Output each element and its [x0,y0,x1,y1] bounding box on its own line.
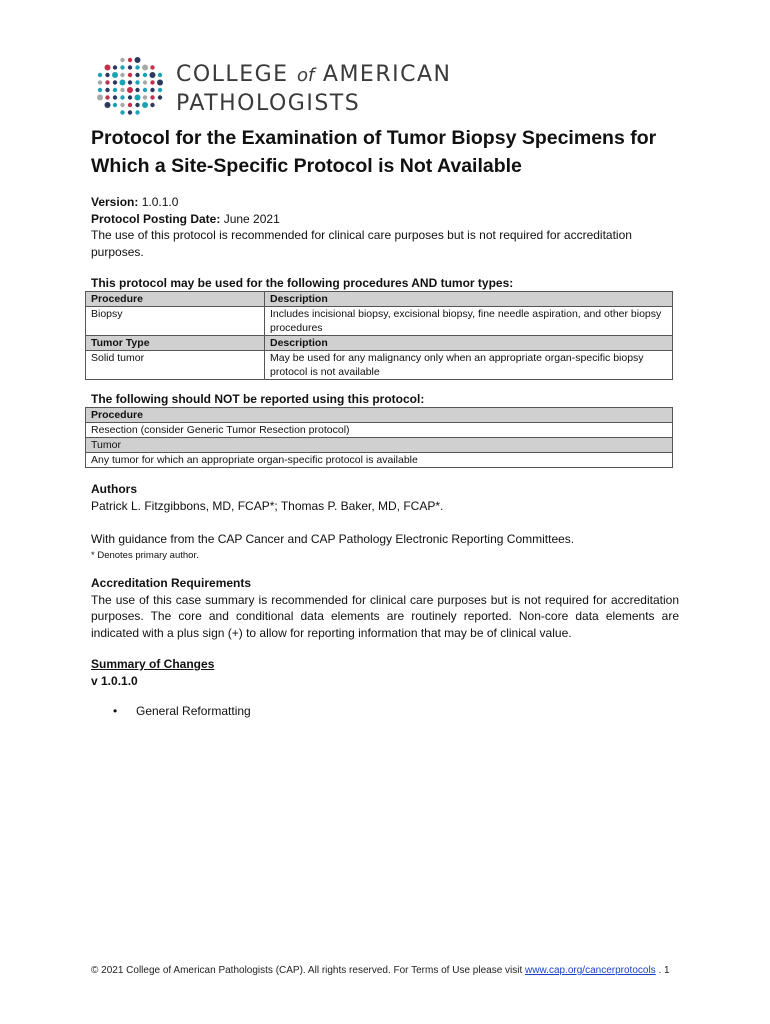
authors-section [91,481,679,564]
use-table: Procedure Description Biopsy Includes incisional biopsy, excisional biopsy, fine needle aspiration, and other biopsy procedures Tumor Type Description Solid tumor May be used for any malignancy only when an appropriate organ-specific biopsy protocol is not available [85,291,673,380]
intro-text: The use of this protocol is recommended for clinical care purposes but is not required for accreditation purposes. [91,228,632,259]
authors-note: * Denotes primary author. [91,549,199,561]
summary-heading: Summary of Changes [91,657,215,671]
cap-logo [94,55,474,119]
footer-link[interactable]: www.cap.org/cancerprotocols [525,965,656,976]
accreditation-text: The use of this case summary is recommended for clinical care purposes but is not required for accreditation purposes. The core and conditional data elements are routinely reported. Non-core data elements are indicated with a plus sign (+) to allow for reporting information that may be of clinical value. [91,592,679,640]
not-heading: The following should NOT be reported using this protocol: [91,392,425,406]
table-row: Resection (consider Generic Tumor Resection protocol) [86,423,673,438]
bullet-icon: • [113,704,118,718]
not-table: Procedure Resection (consider Generic Tumor Resection protocol) Tumor Any tumor for which an appropriate organ-specific protocol is available [85,407,673,468]
posting-date-value: June 2021 [223,211,280,226]
accreditation-section [91,575,679,641]
cap-logo-dots-icon [94,55,164,119]
summary-section [91,656,679,689]
authors-guidance: With guidance from the CAP Cancer and CAP Pathology Electronic Reporting Committees. [91,532,575,546]
summary-version: v 1.0.1.0 [91,673,138,688]
document-title: Protocol for the Examination of Tumor Biopsy Specimens for Which a Site-Specific Protocol is Not Available [91,127,657,177]
footer: © 2021 College of American Pathologists (CAP). All rights reserved. For Terms of Use please visit www.cap.org/cancerprotocols . 1 [91,965,670,976]
protocol-meta: Version: 1.0.1.0 Protocol Posting Date: June 2021 The use of this protocol is recommended for clinical care purposes but is not required for accreditation purposes. [91,194,681,260]
authors-names: Patrick L. Fitzgibbons, MD, FCAP*; Thomas P. Baker, MD, FCAP*. [91,498,444,513]
table-row: Biopsy Includes incisional biopsy, excisional biopsy, fine needle aspiration, and other biopsy procedures [86,307,673,336]
summary-item: General Reformatting [136,704,251,718]
accreditation-heading: Accreditation Requirements [91,576,252,590]
version-value: 1.0.1.0 [141,195,179,209]
table-row: Solid tumor May be used for any malignancy only when an appropriate organ-specific biopsy protocol is not available [86,351,673,380]
page-number: . 1 [658,965,670,976]
table-row: Any tumor for which an appropriate organ-specific protocol is available [86,453,673,468]
authors-heading: Authors [91,482,137,496]
cap-logo-wordmark: COLLEGE of AMERICAN PATHOLOGISTS [176,62,452,116]
use-heading: This protocol may be used for the following procedures AND tumor types: [91,276,514,290]
